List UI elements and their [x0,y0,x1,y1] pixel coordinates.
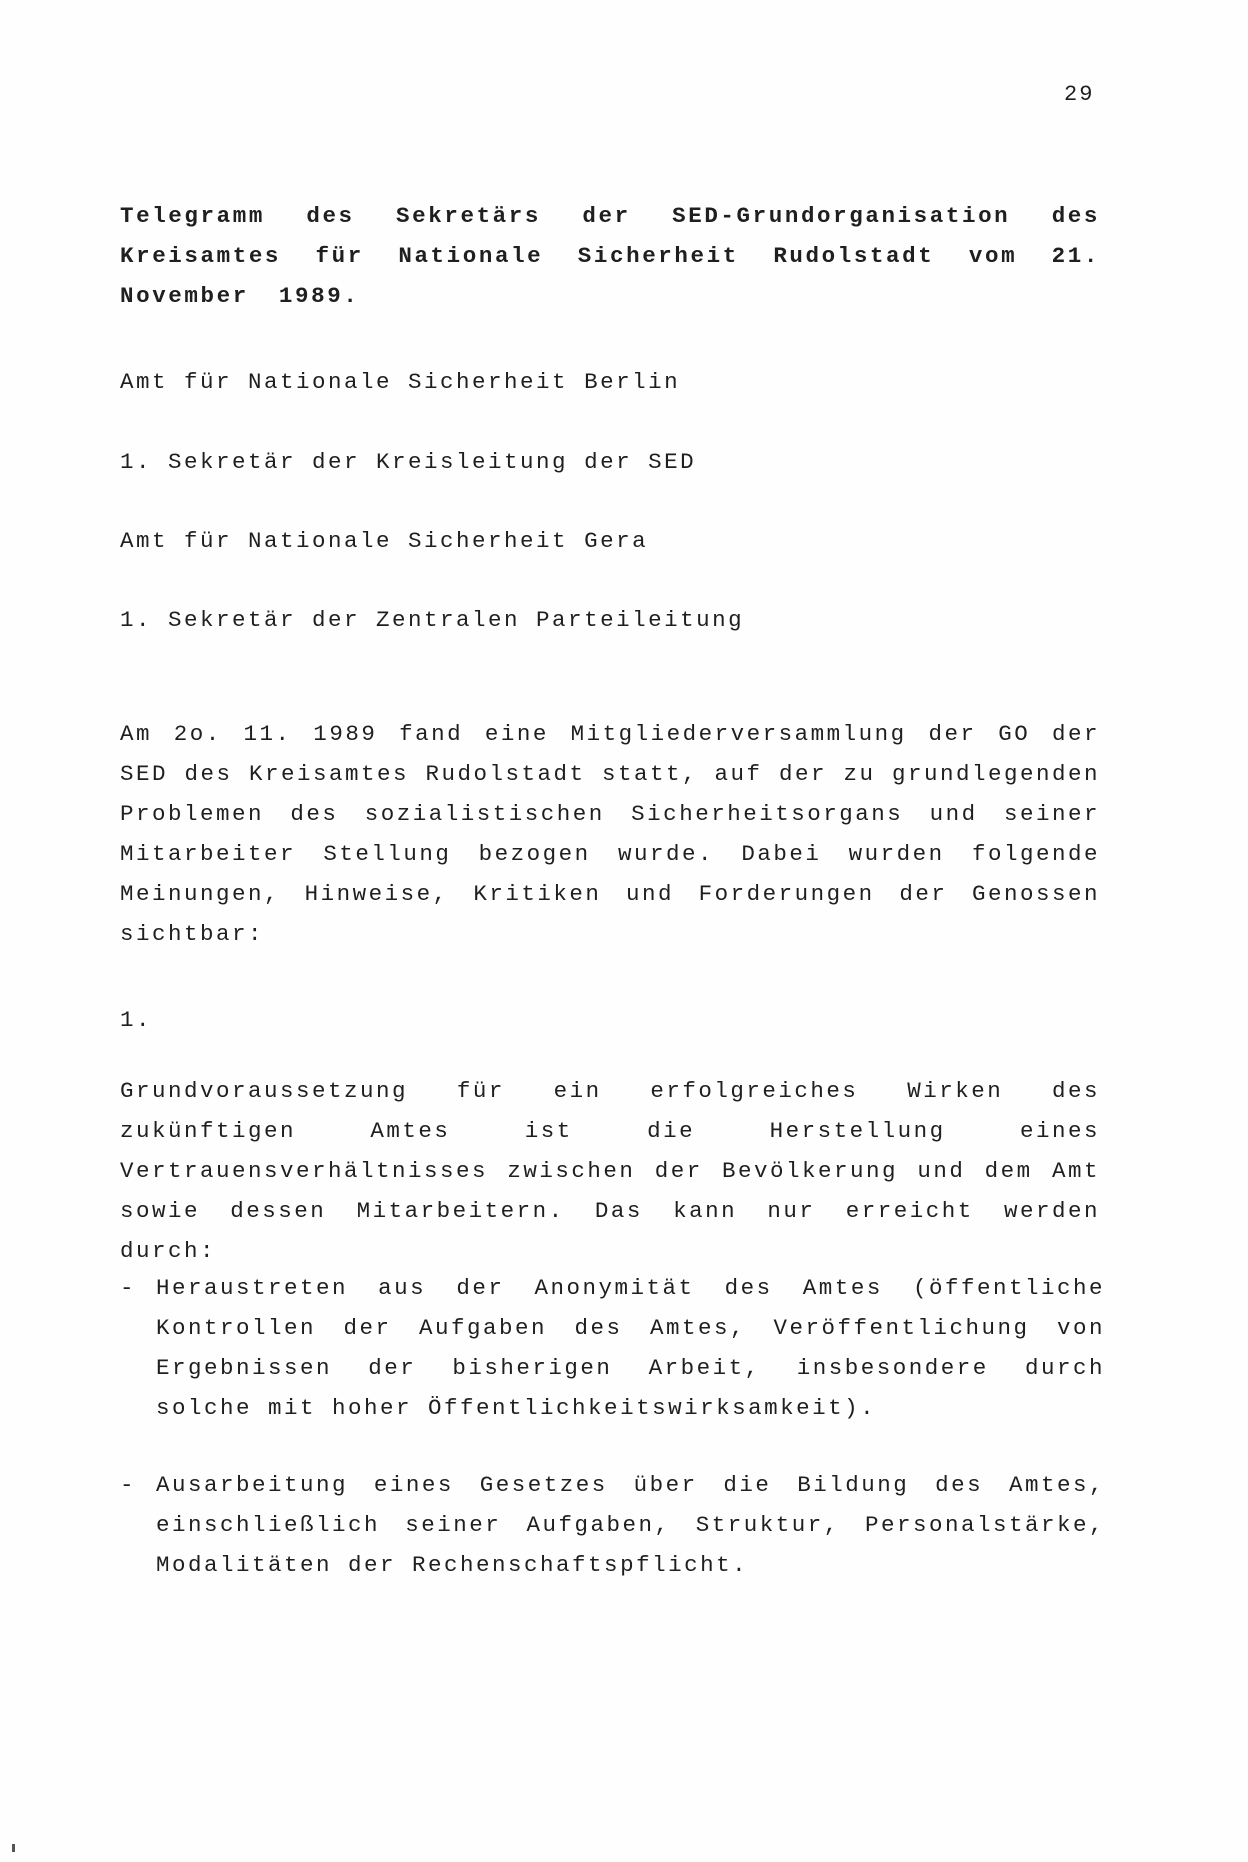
addressee-line: 1. Sekretär der Kreisleitung der SED [120,449,697,475]
bullet-text: Heraustreten aus der Anonymität des Amtes (öffentliche Kontrollen der Aufgaben des Amtes, Veröffentlichung von Ergebnissen der bisherigen Arbeit, insbesondere durch solche mit hoher Öffentlichkeitswirksamkeit). [156,1275,1105,1421]
addressee-line: 1. Sekretär der Zentralen Parteileitung [120,607,745,633]
addressee-line: Amt für Nationale Sicherheit Berlin [120,369,681,395]
bullet-text: Ausarbeitung eines Gesetzes über die Bildung des Amtes, einschließlich seiner Aufgaben, Struktur, Personalstärke, Modalitäten der Rechenschaftspflicht. [156,1472,1105,1578]
body-paragraph: Grundvoraussetzung für ein erfolgreiches Wirken des zukünftigen Amtes ist die Herstellung eines Vertrauensverhältnisses zwischen der Bevölkerung und dem Amt sowie dessen Mitarbeitern. Das kann nur erreicht werden durch: [120,1078,1100,1264]
bullet-dash: - [120,1472,137,1498]
addressee-line: Amt für Nationale Sicherheit Gera [120,528,649,554]
document-title: Telegramm des Sekretärs der SED-Grundorganisation des Kreisamtes für Nationale Sicherheit Rudolstadt vom 21. November 1989. [120,203,1100,309]
body-paragraph: Am 2o. 11. 1989 fand eine Mitgliederversammlung der GO der SED des Kreisamtes Rudolstadt statt, auf der zu grundlegenden Problemen des sozialistischen Sicherheitsorgans und seiner Mitarbeiter Stellung bezogen wurde. Dabei wurden folgende Meinungen, Hinweise, Kritiken und Forderungen der Genossen sichtbar: [120,721,1100,947]
page-number: 29 [1064,82,1095,107]
bullet-dash: - [120,1275,137,1301]
bullet-list-item [120,1465,1105,1585]
scan-edge-mark [12,1844,15,1852]
bullet-list-item [120,1268,1105,1428]
section-number: 1. [120,1007,153,1033]
